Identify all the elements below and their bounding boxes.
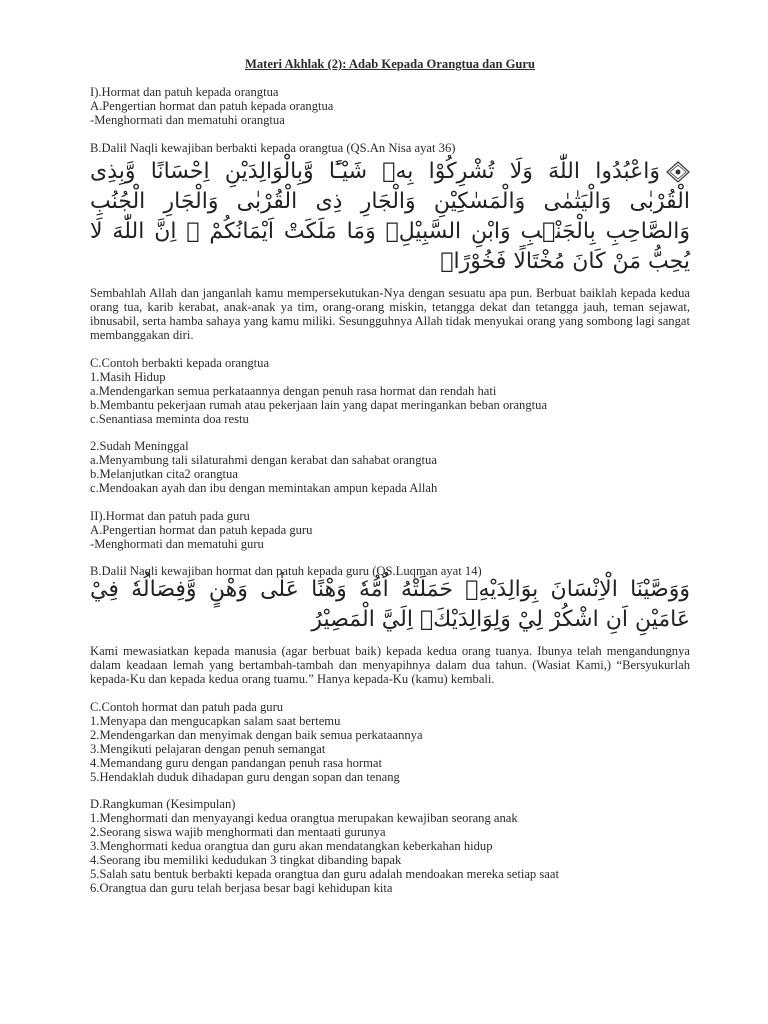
section-2-a-title: A.Pengertian hormat dan patuh kepada guru	[90, 522, 313, 537]
list-item: c.Senantiasa meminta doa restu	[90, 411, 249, 426]
list-item: 6.Orangtua dan guru telah berjasa besar bagi kehidupan kita	[90, 880, 393, 895]
translation-an-nisa-36: Sembahlah Allah dan janganlah kamu mempersekutukan-Nya dengan sesuatu apa pun. Berbuat baiklah kepada kedua orang tua, karib kerabat, anak-anak ya tim, orang-orang miskin, tetangga dekat dan tetangga jauh, teman sejawat, ibnusabil, serta hamba sahaya yang kamu miliki. Sesungguhnya Allah tidak menyukai orang yang sombong lagi sangat membanggakan diri.	[90, 286, 690, 343]
arabic-verse-an-nisa-36	[90, 157, 690, 277]
arabic-verse-luqman-14: وَوَصَّيْنَا الْاِنْسَانَ بِوَالِدَيْهِۚ حَمَلَتْهُ اُمُّهٗ وَهْنًا عَلٰى وَهْنٍ وَّفِصَالُهٗ فِيْ عَامَيْنِ اَنِ اشْكُرْ لِيْ وَلِوَالِدَيْكَۗ اِلَيَّ الْمَصِيْرُ	[90, 577, 690, 633]
list-item: c.Mendoakan ayah dan ibu dengan memintakan ampun kepada Allah	[90, 481, 438, 496]
list-item: 1.Menyapa dan mengucapkan salam saat bertemu	[90, 713, 341, 728]
list-item: 4.Seorang ibu memiliki kedudukan 3 tingkat dibanding bapak	[90, 852, 402, 867]
list-item: a.Mendengarkan semua perkataannya dengan penuh rasa hormat dan rendah hati	[90, 383, 497, 398]
list-item: b.Melanjutkan cita2 orangtua	[90, 467, 238, 482]
section-1-a-title: A.Pengertian hormat dan patuh kepada orangtua	[90, 98, 334, 113]
section-1-c1-title: 1.Masih Hidup	[90, 369, 166, 384]
document-title: Materi Akhlak (2): Adab Kepada Orangtua dan Guru	[244, 57, 536, 71]
document-page	[90, 58, 690, 896]
section-2-c-title: C.Contoh hormat dan patuh pada guru	[90, 700, 284, 714]
list-item: 1.Menghormati dan menyayangi kedua orangtua merupakan kewajiban seorang anak	[90, 811, 518, 826]
section-1-c-title: C.Contoh berbakti kepada orangtua	[90, 355, 270, 370]
list-item: a.Menyambung tali silaturahmi dengan kerabat dan sahabat orangtua	[90, 453, 437, 468]
section-2-b-title: B.Dalil Naqli kewajiban hormat dan patuh kepada guru (QS.Luqman ayat 14)	[90, 564, 482, 579]
verse-marker-icon	[666, 161, 690, 183]
list-item: 3.Mengikuti pelajaran dengan penuh semangat	[90, 741, 326, 756]
list-item: 2.Seorang siswa wajib menghormati dan mentaati gurunya	[90, 825, 386, 840]
section-1-c2-title: 2.Sudah Meninggal	[90, 439, 189, 454]
section-2-heading: II).Hormat dan patuh pada guru	[90, 508, 250, 523]
list-item: 5.Hendaklah duduk dihadapan guru dengan sopan dan tenang	[90, 769, 400, 784]
translation-luqman-14: Kami mewasiatkan kepada manusia (agar berbuat baik) kepada kedua orang tuanya. Ibunya telah mengandungnya dalam keadaan lemah yang bertambah-tambah dan menyapihnya dalam dua tahun. (Wasiat Kami,) “Bersyukurlah kepada-Ku dan kepada kedua orang tuamu.” Hanya kepada-Ku (kamu) kembali.	[90, 644, 690, 687]
list-item: b.Membantu pekerjaan rumah atau pekerjaan lain yang dapat meringankan beban orangtua	[90, 397, 548, 412]
arabic-verse-text: وَاعْبُدُوا اللّٰهَ وَلَا تُشْرِكُوْا بِهٖ شَيْـًٔا وَّبِالْوَالِدَيْنِ اِحْسَانًا وَّبِذِى الْقُرْبٰى وَالْيَتٰمٰى وَالْمَسٰكِيْنِ وَالْجَارِ ذِى الْقُرْبٰى وَالْجَارِ الْجُنُبِ وَالصَّاحِبِ بِالْجَنْۢبِ وَابْنِ السَّبِيْلِۙ وَمَا مَلَكَتْ اَيْمَانُكُمْ ۗ اِنَّ اللّٰهَ لَا يُحِبُّ مَنْ كَانَ مُخْتَالًا فَخُوْرًاۙ	[90, 159, 690, 275]
list-item: 4.Memandang guru dengan pandangan penuh rasa hormat	[90, 755, 383, 770]
section-1-b-title: B.Dalil Naqli kewajiban berbakti kepada orangtua (QS.An Nisa ayat 36)	[90, 140, 456, 155]
section-1-heading: I).Hormat dan patuh kepada orangtua	[90, 84, 279, 99]
list-item: 2.Mendengarkan dan menyimak dengan baik semua perkataannya	[90, 727, 423, 742]
section-2-a-text: -Menghormati dan mematuhi guru	[90, 536, 264, 551]
list-item: 5.Salah satu bentuk berbakti kepada orangtua dan guru adalah mendoakan mereka setiap saat	[90, 866, 559, 881]
summary-title: D.Rangkuman (Kesimpulan)	[90, 797, 236, 812]
list-item: 3.Menghormati kedua orangtua dan guru akan mendatangkan keberkahan hidup	[90, 839, 493, 854]
section-1-a-text: -Menghormati dan mematuhi orangtua	[90, 112, 285, 127]
